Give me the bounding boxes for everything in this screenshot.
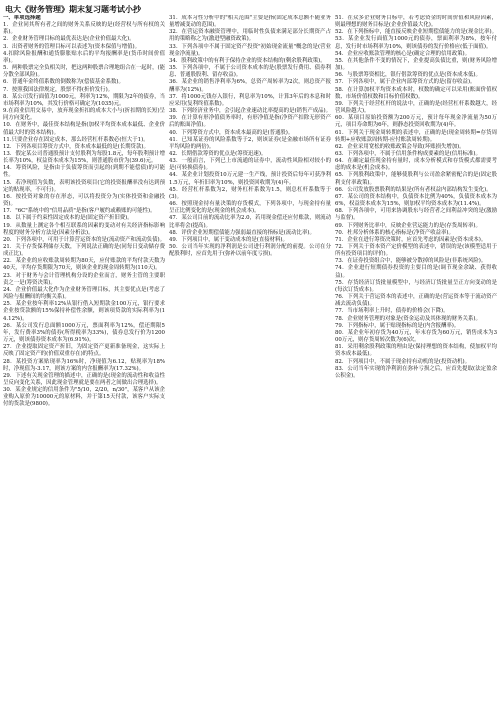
question-item: 25．某企业按年利率12%从银行借入短期款金100万元，银行要求企业按贷款额的15%保持补偿性余额，则该项贷款的实际利率为(14.12%)。 [3, 301, 165, 322]
question-item: 52．在下列指标中，能直接反映企业短期偿债能力的是(现金比率)。 [335, 29, 497, 36]
question-item: 74．企业进行短期债券投资的主要目的是(调节现金余缺、获得收益)。 [335, 265, 497, 279]
question-item: 24．企业价值最大化作为企业财务管理目标，其主要优点是(考虑了风险与报酬间的均衡关系)。 [3, 286, 165, 301]
question-item: 10．在财务中，最佳资本结构是指(加权平均资本成本最低、企业价值最大时的资本结构)。 [3, 122, 165, 136]
question-item: 1．企业同其所有者之间的财务关系反映的是(经营权与所有权的关系)。 [3, 22, 165, 36]
question-item: 46．按照现金持有量决策的存货模式，下列各项中，与现金持有量呈正比例变化的是(现金的机会成本)。 [169, 201, 331, 215]
text-column-3 [335, 15, 497, 707]
question-item: 73．在证券投资组合中，能够被分散掉的风险是(非系统风险)。 [335, 258, 487, 265]
question-item: 35．下列各项中，不属于公司资本成本的是(股票发行费用、债券利息、普通股股利、留存收益)。 [169, 65, 331, 79]
question-item: 32．在营运资本融资管理中，用临时性负债来满足部分长期资产占用的策略称之为(激进型融资政策)。 [169, 29, 331, 43]
text-column-1 [3, 15, 165, 707]
text-columns [3, 15, 497, 707]
question-item: 12．下列各项目筹资方式中，资本成本最低的是(长期贷款)。 [3, 143, 149, 150]
question-item: 30．某企业规定的信用条件为"5/10，2/20，n/30"，某客户从该企业购入原价为10000元的原材料，并于第15天付款，该客户实际支付的货款是(9800)。 [3, 387, 165, 408]
question-item: 71．企业在进行筹资决策时，应首先考虑的因素是(资本成本)。 [335, 236, 487, 243]
question-item: 16．按投资对象的存在形态，可以将投资分为(实体投资和金融投资)。 [3, 193, 165, 208]
question-item: 19．从数量上测定各个相互联系的因素的变动对有关经济指标影响程度的财务分析方法是(因素分析法)。 [3, 222, 165, 236]
question-item: 17．"6C"系统中的"信用品质"是指(客户履约或赖账的可能性)。 [3, 208, 156, 215]
question-item: 49．下列项目中，属于变动成本的是(直接材料)。 [169, 236, 288, 243]
question-item: 13．假定某公司普通股预计支付股利为每股1.8元，每年股利预计增长率为10%，权益资本成本为15%，则普通股市价为(39.6)元。 [3, 150, 165, 165]
question-item: 47．某公司目前的流动比率为2.0，若用现金偿还应付账款，则流动比率将会(提高)。 [169, 215, 331, 229]
question-item: 14．筹资风险，是指由于负债筹资而引起的(到期不能偿债)的可能性。 [3, 165, 165, 179]
question-item: 7．按照我国法律规定，股票不得(折价发行)。 [3, 86, 114, 93]
question-item: 79．下列指标中，属于贴现指标的是(内含报酬率)。 [335, 322, 460, 329]
question-item: 34．股利政策中的有利于保持企业的资本结构的(剩余股利政策)。 [169, 57, 326, 64]
question-item: 37．将1000元钱存入银行，利息率为10%，计算3年后的本息和时应采用(复利终值系数)。 [169, 93, 331, 107]
question-item: 66．公司发放股票股利的结果是(所有者权益内部结构发生变化)。 [335, 186, 492, 193]
question-item: 5．两种股票完全负相关时，把这两种股票合理地组合在一起时，(能分散全部风险)。 [3, 65, 165, 79]
question-item: 40．下列筹资方式中，资本成本最高的是(普通股)。 [169, 129, 294, 136]
question-item: 2．企业财务管理目标的最优表达是(企业价值最大化)。 [3, 36, 135, 43]
document-title: 电大《财务管理》期末复习题考试小抄 [5, 4, 141, 14]
question-item: 42．长期借款筹资的优点是(筹资迅速)。 [169, 150, 267, 157]
question-item: 80．某企业年初存货为40万元，年末存货为60万元，销售成本为300万元，则存货周转次数为(6)次。 [335, 329, 497, 344]
question-item: 44．某企业计划投资10万元建一生产线，预计投资后每年可获净利1.5万元，年折旧率为10%，则投资回收期为(4)年。 [169, 172, 331, 186]
question-item: 65．下列股利政策中，能够使股利与公司盈余紧密配合的是(固定股利支付率政策)。 [335, 172, 497, 186]
question-item: 70．杜邦分析体系的核心指标是(净资产收益率)。 [335, 229, 454, 236]
question-item: 3．出资者财务的管理目标可以表述为(资本保值与增值)。 [3, 43, 141, 50]
question-item: 36．某企业的销售净利率为6%，总资产周转率为2次，则总资产报酬率为(12%)。 [169, 79, 331, 93]
question-item: 27．企业提取固定资产折旧，为固定资产更新准备现金，这实际上反映了固定资产的(价值双重存在)的特点。 [3, 344, 165, 358]
question-item: 50．公司当年实现的净利润是公司进行利润分配的前提。公司在分配股利时，应首先用于(弥补以前年度亏损)。 [169, 244, 331, 258]
question-item: 59．下列关于经营杠杆的说法中，正确的是(经营杠杆系数越大，经营风险越大)。 [335, 100, 497, 115]
question-item: 20．下列各项中，可用于计算营运资本的是(流动资产和流动负债)。 [3, 236, 165, 243]
question-item: 82．下列项目中，不属于现金持有动机的是(投资动机)。 [335, 358, 471, 365]
question-item: 78．企业财务管理的对象是(资金运动及其体现的财务关系)。 [335, 315, 481, 322]
question-item: 28．某投资方案贴现率为16%时，净现值为6.12，贴现率为18%时，净现值为-3.17，则该方案的内含报酬率为(17.32%)。 [3, 358, 165, 372]
question-item: 45．经营杠杆系数为2，财务杠杆系数为1.5，则总杠杆系数等于(3)。 [169, 186, 331, 200]
question-item: 72．下列关于资本资产定价模型的表述中，错误的是(该模型适用于所有投资项目的评价)。 [335, 244, 497, 258]
question-item: 43．一般而言，下列已上市流通的证券中，流动性风险相对较小的是(可转换债券)。 [169, 158, 331, 172]
question-item: 54．企业应收账款管理的核心是(确定合理的信用政策)。 [335, 50, 471, 57]
question-item: 68．下列各项中，可用来协调股东与经营者之间利益冲突的是(激励与监督)。 [335, 208, 497, 222]
question-item: 33．下列各项中不属于固定资产投资"初始现金流量"概念的是(营业现金净流量)。 [169, 43, 331, 57]
question-item: 26．某公司发行总面额1000万元，票面利率为12%，偿还期限5年，发行费率3%的债券(所得税率为33%)，债券总发行价为1200万元，则该债券资本成本为(6.91%)。 [3, 322, 165, 344]
question-item: 63．下列各项中，不属于信用条件构成要素的是(信用标准)。 [335, 150, 481, 157]
question-item: 64．在确定最佳现金持有量时，成本分析模式和存货模式都需要考虑的成本是(机会成本)。 [335, 158, 497, 172]
question-item: 21．关于存货保利储存天数，下列说法正确的是(同每日变动储存费成正比)。 [3, 244, 165, 258]
section-heading: 一、单项选择题 [3, 15, 41, 21]
question-item: 8．某公司发行面值为1000元，利率为12%，期限为2年的债券，当市场利率为10%，其发行价格可确定为(1035)元。 [3, 93, 165, 107]
question-item: 77．当市场利率上升时，债券的价格会(下降)。 [335, 308, 449, 315]
question-item: 53．某企业发行面值为1000元的债券，票面利率为8%，按年付息，发行时市场利率为10%，则该债券的发行价格应(低于面值)。 [335, 36, 497, 50]
question-item: 23．对于财务与会计管理机构分设的企业而言，财务主管的主要职责之一是(筹资决策)。 [3, 272, 165, 286]
question-item: 29．下述有关现金管理的描述中，正确的是(现金的流动性和收益性呈反向变化关系，因此现金管理就是要在两者之间做出合理选择)。 [3, 372, 165, 386]
text-column-2 [169, 15, 331, 707]
question-item: 18．以下属于约束性固定成本的是(固定资产折旧费)。 [3, 215, 133, 222]
question-item: 15．若净现值为负数，表明该投资项目(它的投资报酬率没有达到预定的贴现率，不可行)。 [3, 179, 165, 193]
question-item: 38．下列经济业务中，会引起企业速动比率提高的是(销售产成品)。 [169, 108, 331, 115]
question-item: 58．在计算加权平均资本成本时，权数的确定可以采用(账面价值权数、市场价值权数和目标价值权数)。 [335, 86, 497, 100]
question-item: 6．普通年金终值系数的倒数称为(偿债基金系数)。 [3, 79, 124, 86]
question-item: 51．在众多企业财务目标中，若考虑资金的时间价值和风险因素，则最理想的财务目标是(企业价值最大化)。 [335, 15, 497, 29]
question-item: 69．下列财务比率中，反映企业营运能力的是(存货周转率)。 [335, 222, 481, 229]
question-item: 11.只要企业存在固定成本，那么经营杠杆系数必(恒大于1)。 [3, 136, 149, 143]
question-item: 61．下列关于现金周转期的表述中，正确的是(现金周转期=存货周转期+应收账款周转期-应付账款周转期)。 [335, 129, 497, 143]
question-item: 60．某项目原始投资额为200万元，预计每年现金净流量为50万元，项目寿命期为6年，则静态投资回收期为(4)年。 [335, 115, 497, 129]
question-item: 67．某公司的资本结构中，负债资本比例为40%，负债资本成本为6%，权益资本成本为15%，则加权平均资本成本为(11.4%)。 [335, 193, 497, 208]
question-item: 9.在商业信用交易中，放弃现金折扣的成本大小与(折扣期的长短)呈同方向变化。 [3, 108, 165, 122]
question-item: 4.扣除风险报酬和通货膨胀贴水后的平均报酬率是(货币时间价值率)。 [3, 50, 165, 64]
question-item: 62．企业采用宽松的收账政策会导致(坏账损失增加)。 [335, 143, 465, 150]
question-item: 75．存货经济订货批量模型中，与经济订货批量呈正方向变动的是(每次订货成本)。 [335, 279, 497, 293]
question-item: 55．在其他条件不变的情况下，企业提高负债比重，则(财务风险增加)。 [335, 57, 497, 72]
question-item: 83．公司当年实现的净利润在弥补亏损之后，应首先提取(法定盈余公积金)。 [335, 365, 497, 379]
question-item: 31．成本习性分析中的"相关范围"主要是指(固定成本总额不随业务量增减变动的范围)。 [169, 15, 331, 29]
question-item: 76．下列关于营运资本的表述中，正确的是(营运资本等于流动资产减去流动负债)。 [335, 294, 497, 308]
question-item: 57．下列各项中，属于企业内部筹资方式的是(留存收益)。 [335, 79, 476, 86]
question-item: 22．某企业的应收账款周转期为80天，应付账款的平均付款天数为40天，平均存货期限为70天，则该企业的现金周转期为(110天)。 [3, 258, 165, 272]
question-item: 81．采用剩余股利政策的理由是(保持理想的资本结构，使加权平均资本成本最低)。 [335, 344, 497, 358]
question-item: 48．评价企业短期偿债能力强弱最直接的指标是(流动比率)。 [169, 229, 315, 236]
question-item: 41．已知某证券的风险系数等于2，则该证券(是金融市场所有证券平均风险的两倍)。 [169, 136, 331, 150]
question-item: 39．在计算有形净值债务率时，有形净值是指(净资产扣除无形资产后的账面净值)。 [169, 115, 331, 129]
question-item: 56．与股票筹资相比，银行借款筹资的优点是(资本成本低)。 [335, 72, 481, 79]
